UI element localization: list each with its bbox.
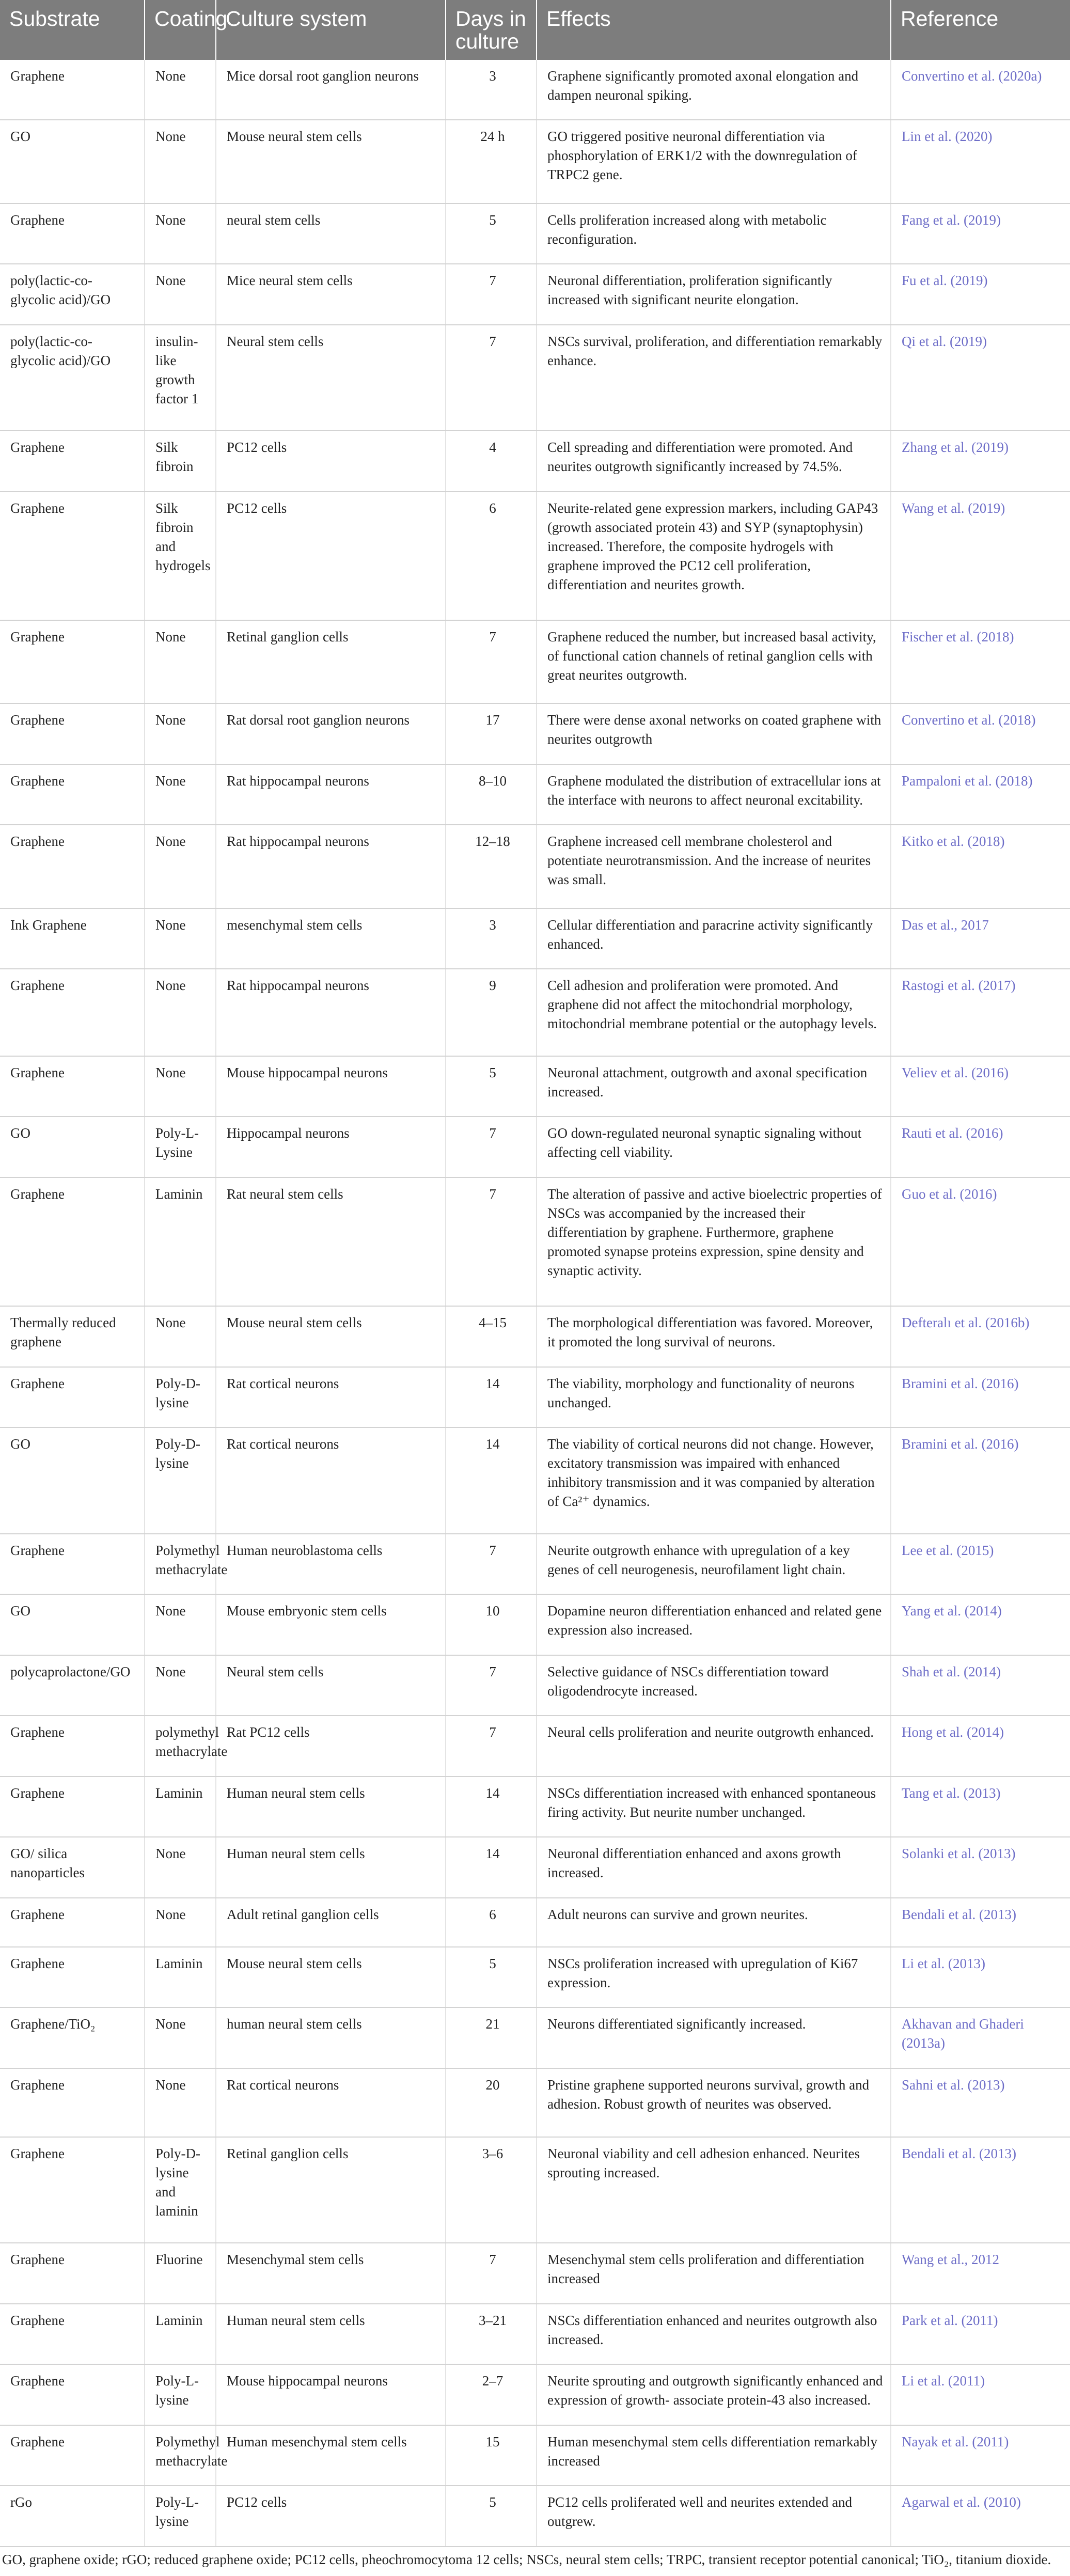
coating-cell: None: [145, 1594, 216, 1655]
table-row: [0, 1898, 1070, 1947]
effects-cell: There were dense axonal networks on coated graphene with neurites outgrowth: [537, 703, 891, 764]
culture-system-cell: Rat cortical neurons: [216, 1367, 446, 1428]
coating-cell: Poly-L-lysine: [145, 2486, 216, 2547]
effects-cell: Graphene reduced the number, but increased basal activity, of functional cation channels of retinal ganglion cells with great neurites outgrowth.: [537, 620, 891, 703]
effects-cell: GO down-regulated neuronal synaptic signaling without affecting cell viability.: [537, 1117, 891, 1177]
culture-system-cell: PC12 cells: [216, 492, 446, 620]
effects-cell: Cells proliferation increased along with metabolic reconfiguration.: [537, 203, 891, 264]
table-row: [0, 2007, 1070, 2068]
table-row: [0, 1117, 1070, 1177]
table-header: [0, 0, 1070, 60]
substrate-cell: Graphene: [0, 1947, 145, 2008]
coating-cell: Fluorine: [145, 2243, 216, 2304]
coating-cell: None: [145, 60, 216, 120]
table-row: [0, 60, 1070, 120]
table-row: [0, 969, 1070, 1056]
effects-cell: Neuronal attachment, outgrowth and axonal specification increased.: [537, 1056, 891, 1117]
substrate-cell: Graphene: [0, 1177, 145, 1306]
reference-link[interactable]: Bramini et al. (2016): [891, 1427, 1070, 1533]
substrate-cell: Graphene: [0, 1056, 145, 1117]
days-cell: 7: [446, 620, 537, 703]
effects-cell: Mesenchymal stem cells proliferation and differentiation increased: [537, 2243, 891, 2304]
substrate-cell: GO: [0, 120, 145, 203]
reference-link[interactable]: Zhang et al. (2019): [891, 431, 1070, 492]
reference-link[interactable]: Pampaloni et al. (2018): [891, 764, 1070, 825]
culture-system-cell: Mouse embryonic stem cells: [216, 1594, 446, 1655]
substrate-cell: Graphene: [0, 2243, 145, 2304]
table-row: [0, 1367, 1070, 1428]
substrate-cell: GO: [0, 1594, 145, 1655]
coating-cell: None: [145, 120, 216, 203]
coating-cell: None: [145, 1306, 216, 1367]
coating-cell: None: [145, 1837, 216, 1898]
effects-cell: The viability, morphology and functionality of neurons unchanged.: [537, 1367, 891, 1428]
reference-link[interactable]: Shah et al. (2014): [891, 1655, 1070, 1716]
reference-link[interactable]: Rastogi et al. (2017): [891, 969, 1070, 1056]
coating-cell: None: [145, 620, 216, 703]
days-cell: 7: [446, 1117, 537, 1177]
substrate-cell: Graphene: [0, 2425, 145, 2486]
reference-link[interactable]: Tang et al. (2013): [891, 1777, 1070, 1837]
table-row: [0, 2425, 1070, 2486]
culture-system-cell: Mouse neural stem cells: [216, 1306, 446, 1367]
substrate-cell: Graphene: [0, 431, 145, 492]
culture-system-cell: Rat dorsal root ganglion neurons: [216, 703, 446, 764]
coating-cell: None: [145, 203, 216, 264]
culture-system-cell: human neural stem cells: [216, 2007, 446, 2068]
days-cell: 5: [446, 203, 537, 264]
reference-link[interactable]: Bendali et al. (2013): [891, 2137, 1070, 2243]
substrate-cell: Graphene: [0, 2137, 145, 2243]
reference-link[interactable]: Defteralı et al. (2016b): [891, 1306, 1070, 1367]
effects-cell: NSCs differentiation increased with enhanced spontaneous firing activity. But neurite number unchanged.: [537, 1777, 891, 1837]
days-cell: 15: [446, 2425, 537, 2486]
column-header-coating: Coating: [145, 0, 216, 60]
culture-system-cell: Mouse neural stem cells: [216, 1947, 446, 2008]
days-cell: 20: [446, 2068, 537, 2137]
culture-system-cell: Adult retinal ganglion cells: [216, 1898, 446, 1947]
effects-cell: PC12 cells proliferated well and neurites extended and outgrew.: [537, 2486, 891, 2547]
header-row: [0, 0, 1070, 60]
reference-link[interactable]: Sahni et al. (2013): [891, 2068, 1070, 2137]
coating-cell: None: [145, 1898, 216, 1947]
culture-system-cell: Mice neural stem cells: [216, 264, 446, 325]
table-row: [0, 1655, 1070, 1716]
table-row: [0, 620, 1070, 703]
effects-cell: NSCs proliferation increased with upregulation of Ki67 expression.: [537, 1947, 891, 2008]
culture-system-cell: Rat cortical neurons: [216, 2068, 446, 2137]
culture-system-cell: Retinal ganglion cells: [216, 2137, 446, 2243]
substrate-cell: poly(lactic-co-glycolic acid)/GO: [0, 325, 145, 431]
effects-cell: Neurite outgrowth enhance with upregulation of a key genes of cell neurogenesis, neurofilament light chain.: [537, 1534, 891, 1595]
substrate-cell: Graphene: [0, 825, 145, 908]
days-cell: 24 h: [446, 120, 537, 203]
days-cell: 12–18: [446, 825, 537, 908]
culture-system-cell: Retinal ganglion cells: [216, 620, 446, 703]
table-body: [0, 60, 1070, 2547]
effects-cell: Graphene increased cell membrane cholesterol and potentiate neurotransmission. And the increase of neurites was small.: [537, 825, 891, 908]
culture-system-cell: Mouse neural stem cells: [216, 120, 446, 203]
effects-cell: GO triggered positive neuronal differentiation via phosphorylation of ERK1/2 with the downregulation of TRPC2 gene.: [537, 120, 891, 203]
culture-system-cell: Rat cortical neurons: [216, 1427, 446, 1533]
coating-cell: polymethyl methacrylate: [145, 1716, 216, 1777]
substrate-cell: Graphene: [0, 203, 145, 264]
table-footnote: GO, graphene oxide; rGO; reduced graphene oxide; PC12 cells, pheochromocytoma 12 cells; NSCs, neural stem cells; TRPC, transient receptor potential canonical; TiO₂, titanium dioxide.: [2, 2552, 1051, 2567]
substrate-cell: Graphene: [0, 969, 145, 1056]
effects-cell: NSCs differentiation enhanced and neurites outgrowth also increased.: [537, 2304, 891, 2365]
effects-cell: Adult neurons can survive and grown neurites.: [537, 1898, 891, 1947]
culture-system-cell: PC12 cells: [216, 431, 446, 492]
coating-cell: Polymethyl methacrylate: [145, 2425, 216, 2486]
effects-cell: Graphene significantly promoted axonal elongation and dampen neuronal spiking.: [537, 60, 891, 120]
coating-cell: Laminin: [145, 1947, 216, 2008]
days-cell: 14: [446, 1837, 537, 1898]
substrate-cell: Graphene: [0, 2304, 145, 2365]
culture-system-cell: Mouse hippocampal neurons: [216, 2364, 446, 2425]
substrate-cell: Graphene: [0, 1367, 145, 1428]
culture-system-cell: Mesenchymal stem cells: [216, 2243, 446, 2304]
days-cell: 4–15: [446, 1306, 537, 1367]
reference-link[interactable]: Bendali et al. (2013): [891, 1898, 1070, 1947]
culture-system-cell: Human neural stem cells: [216, 1837, 446, 1898]
substrate-cell: Graphene: [0, 620, 145, 703]
substrate-cell: Thermally reduced graphene: [0, 1306, 145, 1367]
coating-cell: Laminin: [145, 1177, 216, 1306]
coating-cell: Poly-L-lysine: [145, 2364, 216, 2425]
effects-cell: Neuronal differentiation, proliferation significantly increased with significant neurite elongation.: [537, 264, 891, 325]
days-cell: 2–7: [446, 2364, 537, 2425]
reference-link[interactable]: Das et al., 2017: [891, 908, 1070, 969]
days-cell: 7: [446, 1177, 537, 1306]
effects-cell: Neural cells proliferation and neurite outgrowth enhanced.: [537, 1716, 891, 1777]
days-cell: 7: [446, 1655, 537, 1716]
substrate-cell: Graphene: [0, 1534, 145, 1595]
table-row: [0, 120, 1070, 203]
column-header-reference: Reference: [891, 0, 1070, 60]
days-cell: 14: [446, 1367, 537, 1428]
table-row: [0, 2364, 1070, 2425]
effects-cell: NSCs survival, proliferation, and differentiation remarkably enhance.: [537, 325, 891, 431]
days-cell: 14: [446, 1777, 537, 1837]
reference-link[interactable]: Li et al. (2011): [891, 2364, 1070, 2425]
effects-cell: The viability of cortical neurons did not change. However, excitatory transmission was impaired with enhanced inhibitory transmission and it was companied by alteration of Ca²⁺ dynamics.: [537, 1427, 891, 1533]
culture-system-cell: Rat PC12 cells: [216, 1716, 446, 1777]
effects-cell: Neuronal differentiation enhanced and axons growth increased.: [537, 1837, 891, 1898]
days-cell: 17: [446, 703, 537, 764]
coating-cell: None: [145, 2007, 216, 2068]
coating-cell: Silk fibroin and hydrogels: [145, 492, 216, 620]
reference-link[interactable]: Wang et al. (2019): [891, 492, 1070, 620]
culture-system-cell: Rat hippocampal neurons: [216, 825, 446, 908]
effects-cell: The morphological differentiation was favored. Moreover, it promoted the long survival of neurons.: [537, 1306, 891, 1367]
coating-cell: Silk fibroin: [145, 431, 216, 492]
effects-cell: Neurons differentiated significantly increased.: [537, 2007, 891, 2068]
table-row: [0, 2068, 1070, 2137]
days-cell: 5: [446, 1947, 537, 2008]
culture-system-cell: Rat hippocampal neurons: [216, 764, 446, 825]
days-cell: 10: [446, 1594, 537, 1655]
column-header-days-in-culture: Days in culture: [446, 0, 537, 60]
days-cell: 7: [446, 2243, 537, 2304]
table-row: [0, 431, 1070, 492]
coating-cell: None: [145, 1056, 216, 1117]
reference-link[interactable]: Veliev et al. (2016): [891, 1056, 1070, 1117]
days-cell: 3: [446, 60, 537, 120]
column-header-culture-system: Culture system: [216, 0, 446, 60]
effects-cell: Cell adhesion and proliferation were promoted. And graphene did not affect the mitochondrial morphology, mitochondrial membrane potential or the autophagy levels.: [537, 969, 891, 1056]
reference-link[interactable]: Fang et al. (2019): [891, 203, 1070, 264]
effects-cell: Selective guidance of NSCs differentiation toward oligodendrocyte increased.: [537, 1655, 891, 1716]
coating-cell: None: [145, 1655, 216, 1716]
days-cell: 9: [446, 969, 537, 1056]
substrate-cell: Graphene: [0, 764, 145, 825]
substrate-cell: Graphene: [0, 703, 145, 764]
reference-link[interactable]: Agarwal et al. (2010): [891, 2486, 1070, 2547]
days-cell: 7: [446, 264, 537, 325]
days-cell: 14: [446, 1427, 537, 1533]
coating-cell: None: [145, 825, 216, 908]
substrate-cell: poly(lactic-co-glycolic acid)/GO: [0, 264, 145, 325]
culture-system-cell: PC12 cells: [216, 2486, 446, 2547]
coating-cell: None: [145, 703, 216, 764]
reference-link[interactable]: Li et al. (2013): [891, 1947, 1070, 2008]
table-row: [0, 1947, 1070, 2008]
days-cell: 5: [446, 2486, 537, 2547]
substrate-cell: GO: [0, 1117, 145, 1177]
culture-system-cell: Hippocampal neurons: [216, 1117, 446, 1177]
substrate-cell: rGo: [0, 2486, 145, 2547]
column-header-substrate: Substrate: [0, 0, 145, 60]
days-cell: 7: [446, 325, 537, 431]
reference-link[interactable]: Fischer et al. (2018): [891, 620, 1070, 703]
days-cell: 6: [446, 1898, 537, 1947]
substrate-cell: Graphene/TiO₂: [0, 2007, 145, 2068]
reference-link[interactable]: Yang et al. (2014): [891, 1594, 1070, 1655]
days-cell: 3–21: [446, 2304, 537, 2365]
table-row: [0, 264, 1070, 325]
culture-system-cell: Human neural stem cells: [216, 2304, 446, 2365]
effects-cell: Graphene modulated the distribution of extracellular ions at the interface with neurons to affect neuronal excitability.: [537, 764, 891, 825]
coating-cell: Poly-L-Lysine: [145, 1117, 216, 1177]
days-cell: 3–6: [446, 2137, 537, 2243]
days-cell: 4: [446, 431, 537, 492]
culture-system-cell: neural stem cells: [216, 203, 446, 264]
coating-cell: None: [145, 264, 216, 325]
substrate-cell: Ink Graphene: [0, 908, 145, 969]
days-cell: 3: [446, 908, 537, 969]
table-row: [0, 1716, 1070, 1777]
culture-system-cell: Rat neural stem cells: [216, 1177, 446, 1306]
reference-link[interactable]: Fu et al. (2019): [891, 264, 1070, 325]
effects-cell: Neurite sprouting and outgrowth significantly enhanced and expression of growth- associate protein-43 also increased.: [537, 2364, 891, 2425]
coating-cell: insulin-like growth factor 1: [145, 325, 216, 431]
days-cell: 7: [446, 1716, 537, 1777]
days-cell: 5: [446, 1056, 537, 1117]
days-cell: 8–10: [446, 764, 537, 825]
reference-link[interactable]: Park et al. (2011): [891, 2304, 1070, 2365]
table-row: [0, 1837, 1070, 1898]
effects-cell: Pristine graphene supported neurons survival, growth and adhesion. Robust growth of neurites was observed.: [537, 2068, 891, 2137]
substrate-cell: Graphene: [0, 2068, 145, 2137]
table-row: [0, 1594, 1070, 1655]
substrate-cell: polycaprolactone/GO: [0, 1655, 145, 1716]
reference-link[interactable]: Lee et al. (2015): [891, 1534, 1070, 1595]
coating-cell: None: [145, 764, 216, 825]
table-row: [0, 825, 1070, 908]
reference-link[interactable]: Nayak et al. (2011): [891, 2425, 1070, 2486]
substrate-cell: Graphene: [0, 1898, 145, 1947]
culture-system-cell: Neural stem cells: [216, 1655, 446, 1716]
effects-cell: Dopamine neuron differentiation enhanced and related gene expression also increased.: [537, 1594, 891, 1655]
culture-system-cell: Mice dorsal root ganglion neurons: [216, 60, 446, 120]
reference-link[interactable]: Akhavan and Ghaderi (2013a): [891, 2007, 1070, 2068]
culture-system-cell: Neural stem cells: [216, 325, 446, 431]
substrate-cell: Graphene: [0, 60, 145, 120]
substrate-cell: GO/ silica nanoparticles: [0, 1837, 145, 1898]
effects-cell: Neuronal viability and cell adhesion enhanced. Neurites sprouting increased.: [537, 2137, 891, 2243]
table-row: [0, 2243, 1070, 2304]
days-cell: 21: [446, 2007, 537, 2068]
table-row: [0, 703, 1070, 764]
days-cell: 6: [446, 492, 537, 620]
table-row: [0, 1534, 1070, 1595]
coating-cell: None: [145, 2068, 216, 2137]
coating-cell: None: [145, 908, 216, 969]
reference-link[interactable]: Convertino et al. (2020a): [891, 60, 1070, 120]
reference-link[interactable]: Guo et al. (2016): [891, 1177, 1070, 1306]
days-cell: 7: [446, 1534, 537, 1595]
reference-link[interactable]: Rauti et al. (2016): [891, 1117, 1070, 1177]
culture-system-cell: Human neuroblastoma cells: [216, 1534, 446, 1595]
coating-cell: Laminin: [145, 1777, 216, 1837]
table-row: [0, 325, 1070, 431]
reference-link[interactable]: Qi et al. (2019): [891, 325, 1070, 431]
reference-link[interactable]: Bramini et al. (2016): [891, 1367, 1070, 1428]
table-row: [0, 908, 1070, 969]
table-row: [0, 1056, 1070, 1117]
table-row: [0, 2304, 1070, 2365]
table-row: [0, 492, 1070, 620]
culture-system-cell: mesenchymal stem cells: [216, 908, 446, 969]
table-row: [0, 1177, 1070, 1306]
coating-cell: Poly-D-lysine and laminin: [145, 2137, 216, 2243]
table-row: [0, 1777, 1070, 1837]
culture-system-cell: Rat hippocampal neurons: [216, 969, 446, 1056]
substrate-cell: Graphene: [0, 1777, 145, 1837]
effects-cell: Cellular differentiation and paracrine activity significantly enhanced.: [537, 908, 891, 969]
coating-cell: Polymethyl methacrylate: [145, 1534, 216, 1595]
substrate-cell: Graphene: [0, 492, 145, 620]
effects-cell: Cell spreading and differentiation were promoted. And neurites outgrowth significantly increased by 74.5%.: [537, 431, 891, 492]
coating-cell: Laminin: [145, 2304, 216, 2365]
reference-link[interactable]: Lin et al. (2020): [891, 120, 1070, 203]
table-row: [0, 203, 1070, 264]
effects-cell: Neurite-related gene expression markers, including GAP43 (growth associated protein 43) and SYP (synaptophysin) increased. Therefore, the composite hydrogels with graphene improved the PC12 cell proliferation, differentiation and neurites growth.: [537, 492, 891, 620]
table-row: [0, 764, 1070, 825]
column-header-effects: Effects: [537, 0, 891, 60]
coating-cell: None: [145, 969, 216, 1056]
reference-link[interactable]: Convertino et al. (2018): [891, 703, 1070, 764]
table-row: [0, 1306, 1070, 1367]
reference-link[interactable]: Solanki et al. (2013): [891, 1837, 1070, 1898]
coating-cell: Poly-D-lysine: [145, 1367, 216, 1428]
culture-system-cell: Human neural stem cells: [216, 1777, 446, 1837]
coating-cell: Poly-D-lysine: [145, 1427, 216, 1533]
effects-cell: Human mesenchymal stem cells differentiation remarkably increased: [537, 2425, 891, 2486]
substrate-cell: Graphene: [0, 2364, 145, 2425]
reference-link[interactable]: Wang et al., 2012: [891, 2243, 1070, 2304]
reference-link[interactable]: Hong et al. (2014): [891, 1716, 1070, 1777]
table-row: [0, 2486, 1070, 2547]
substrate-cell: GO: [0, 1427, 145, 1533]
substrate-cell: Graphene: [0, 1716, 145, 1777]
table-row: [0, 1427, 1070, 1533]
table-row: [0, 2137, 1070, 2243]
effects-cell: The alteration of passive and active bioelectric properties of NSCs was accompanied by the increased their differentiation by graphene. Furthermore, graphene promoted synapse proteins expression, spine density and synaptic activity.: [537, 1177, 891, 1306]
reference-link[interactable]: Kitko et al. (2018): [891, 825, 1070, 908]
culture-system-cell: Mouse hippocampal neurons: [216, 1056, 446, 1117]
culture-system-cell: Human mesenchymal stem cells: [216, 2425, 446, 2486]
